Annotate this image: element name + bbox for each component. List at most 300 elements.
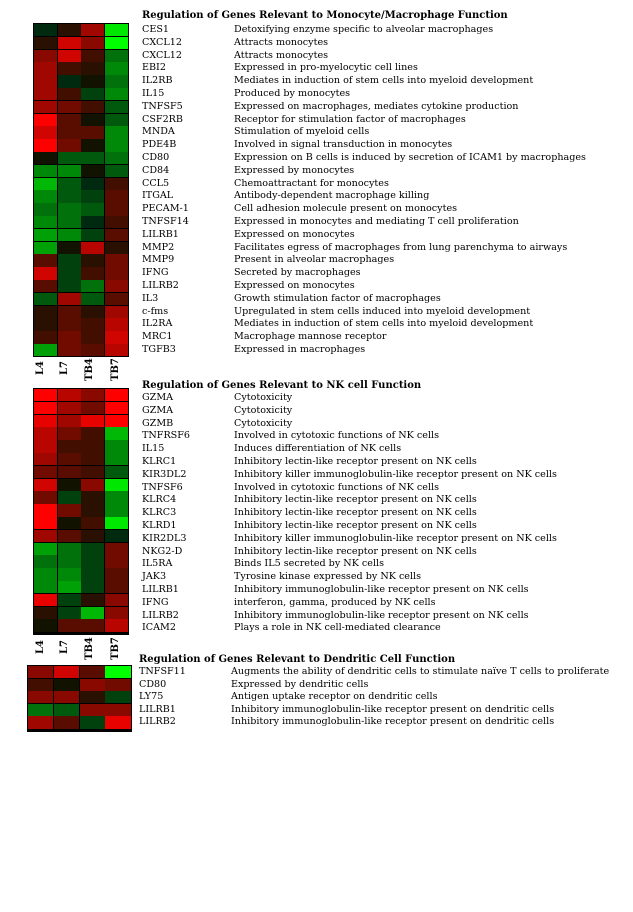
- heatmap-cell: [58, 242, 81, 254]
- heatmap-cell: [58, 190, 81, 202]
- heatmap-cell: [58, 178, 81, 190]
- section-title-dendritic: Regulation of Genes Relevant to Dendritic Cell Function: [139, 654, 456, 665]
- heatmap-cell: [54, 679, 79, 691]
- heatmap-cell: [34, 50, 57, 62]
- gene-function: Expressed by dendritic cells: [231, 678, 369, 690]
- heatmap-cell: [58, 318, 81, 330]
- heatmap-dendritic: [27, 665, 132, 732]
- heatmap-cell: [105, 280, 128, 292]
- gene-function: Mediates in induction of stem cells into myeloid development: [234, 318, 534, 330]
- heatmap-cell: [58, 280, 81, 292]
- gene-function: Inhibitory immunoglobulin-like receptor present on NK cells: [234, 584, 529, 595]
- heatmap-cell: [58, 344, 81, 356]
- heatmap-cell: [34, 165, 57, 177]
- heatmap-cell: [81, 331, 104, 343]
- heatmap-cell: [105, 178, 128, 190]
- gene-function: Involved in cytotoxic functions of NK cells: [234, 430, 440, 442]
- heatmap-cell: [105, 126, 128, 138]
- column-label-tb7-nk: TB7: [110, 637, 121, 660]
- heatmap-cell: [81, 165, 104, 177]
- heatmap-cell: [34, 267, 57, 279]
- heatmap-cell: [34, 242, 57, 254]
- heatmap-cell: [105, 530, 128, 542]
- heatmap-cell: [81, 581, 104, 593]
- heatmap-cell: [58, 293, 81, 305]
- heatmap-cell: [81, 50, 104, 62]
- heatmap-cell: [34, 331, 57, 343]
- heatmap-cell: [105, 440, 128, 452]
- heatmap-cell: [81, 466, 104, 478]
- column-label-l7: L7: [59, 361, 70, 375]
- heatmap-cell: [105, 331, 128, 343]
- gene-function: Inhibitory immunoglobulin-like receptor present on dendritic cells: [231, 703, 555, 715]
- heatmap-cell: [58, 440, 81, 452]
- heatmap-cell: [81, 203, 104, 215]
- heatmap-cell: [105, 491, 128, 503]
- gene-label: LILRB2: [139, 716, 176, 728]
- heatmap-cell: [105, 229, 128, 241]
- gene-label: IL2RB: [142, 75, 173, 87]
- heatmap-cell: [81, 62, 104, 74]
- gene-label: CXCL12: [142, 36, 182, 48]
- heatmap-cell: [105, 479, 128, 491]
- gene-label: CCL5: [142, 177, 170, 189]
- heatmap-cell: [28, 716, 53, 728]
- heatmap-cell: [81, 491, 104, 503]
- gene-function: Inhibitory lectin-like receptor present on NK cells: [234, 545, 477, 557]
- heatmap-cell: [58, 152, 81, 164]
- gene-label: TNFSF14: [142, 216, 189, 227]
- gene-function: Expressed by monocytes: [234, 164, 355, 176]
- gene-label: KLRC3: [142, 507, 177, 519]
- gene-label: CD80: [142, 152, 170, 163]
- gene-function: Expressed in monocytes and mediating T cell proliferation: [234, 216, 519, 227]
- heatmap-cell: [58, 594, 81, 606]
- heatmap-cell: [34, 229, 57, 241]
- heatmap-cell: [105, 543, 128, 555]
- heatmap-cell: [105, 101, 128, 113]
- gene-label: LILRB1: [142, 228, 179, 240]
- heatmap-cell: [81, 344, 104, 356]
- heatmap-cell: [58, 466, 81, 478]
- heatmap-cell: [34, 62, 57, 74]
- gene-label: IFNG: [142, 596, 169, 608]
- gene-function: Inhibitory lectin-like receptor present on NK cells: [234, 507, 477, 519]
- heatmap-cell: [58, 62, 81, 74]
- heatmap-cell: [58, 254, 81, 266]
- gene-function: Antibody-dependent macrophage killing: [234, 190, 430, 202]
- heatmap-cell: [81, 440, 104, 452]
- heatmap-cell: [54, 704, 79, 716]
- column-label-tb7: TB7: [110, 358, 121, 381]
- gene-function: Cytotoxicity: [234, 392, 293, 403]
- heatmap-cell: [34, 543, 57, 555]
- gene-label: CES1: [142, 24, 170, 35]
- heatmap-cell: [34, 607, 57, 619]
- heatmap-cell: [34, 427, 57, 439]
- gene-label: TNFSF6: [142, 481, 183, 493]
- heatmap-cell: [81, 280, 104, 292]
- heatmap-cell: [105, 50, 128, 62]
- gene-function: Cell adhesion molecule present on monocytes: [234, 203, 458, 215]
- heatmap-cell: [34, 203, 57, 215]
- gene-label: GZMB: [142, 417, 174, 429]
- gene-label: JAK3: [142, 571, 167, 583]
- gene-label: KIR2DL3: [142, 532, 187, 544]
- heatmap-cell: [105, 152, 128, 164]
- gene-label: GZMA: [142, 404, 174, 416]
- heatmap-cell: [58, 543, 81, 555]
- gene-function: Macrophage mannose receptor: [234, 331, 387, 343]
- gene-function: Detoxifying enzyme specific to alveolar macrophages: [234, 24, 494, 35]
- heatmap-cell: [34, 75, 57, 87]
- heatmap-cell: [105, 139, 128, 151]
- heatmap-cell: [105, 267, 128, 279]
- heatmap-cell: [34, 306, 57, 318]
- gene-function: Involved in signal transduction in monocytes: [234, 139, 453, 151]
- heatmap-cell: [34, 126, 57, 138]
- heatmap-cell: [58, 75, 81, 87]
- gene-label: TNFSF5: [142, 100, 183, 112]
- gene-function: Induces differentiation of NK cells: [234, 443, 402, 455]
- heatmap-cell: [105, 453, 128, 465]
- heatmap-cell: [58, 415, 81, 427]
- section-title-monocyte: Regulation of Genes Relevant to Monocyte/Macrophage Function: [142, 10, 508, 21]
- heatmap-cell: [34, 37, 57, 49]
- gene-function: Tyrosine kinase expressed by NK cells: [234, 571, 422, 583]
- gene-function: Expressed on macrophages, mediates cytokine production: [234, 100, 519, 112]
- heatmap-cell: [34, 389, 57, 401]
- heatmap-cell: [28, 666, 53, 678]
- heatmap-cell: [58, 37, 81, 49]
- heatmap-cell: [105, 165, 128, 177]
- heatmap-cell: [105, 389, 128, 401]
- heatmap-cell: [105, 318, 128, 330]
- heatmap-cell: [81, 543, 104, 555]
- heatmap-cell: [105, 402, 128, 414]
- heatmap-cell: [34, 216, 57, 228]
- heatmap-cell: [81, 101, 104, 113]
- gene-function: Chemoattractant for monocytes: [234, 177, 389, 189]
- heatmap-cell: [81, 254, 104, 266]
- heatmap-cell: [34, 440, 57, 452]
- heatmap-cell: [105, 716, 130, 728]
- gene-function: Secreted by macrophages: [234, 267, 361, 279]
- heatmap-cell: [81, 190, 104, 202]
- heatmap-cell: [105, 504, 128, 516]
- gene-label: MNDA: [142, 126, 175, 138]
- gene-label: ICAM2: [142, 622, 176, 634]
- gene-label: TGFB3: [142, 344, 176, 355]
- gene-function: Inhibitory immunoglobulin-like receptor present on dendritic cells: [231, 716, 555, 728]
- heatmap-cell: [105, 88, 128, 100]
- heatmap-cell: [58, 267, 81, 279]
- heatmap-cell: [54, 666, 79, 678]
- heatmap-cell: [81, 607, 104, 619]
- gene-function: Expression on B cells is induced by secretion of ICAM1 by macrophages: [234, 152, 586, 163]
- heatmap-cell: [34, 114, 57, 126]
- heatmap-cell: [58, 331, 81, 343]
- gene-function: Cytotoxicity: [234, 404, 293, 416]
- gene-label: LILRB2: [142, 609, 179, 621]
- gene-function: Inhibitory lectin-like receptor present on NK cells: [234, 494, 477, 506]
- heatmap-cell: [34, 24, 57, 36]
- heatmap-cell: [105, 704, 130, 716]
- heatmap-cell: [105, 607, 128, 619]
- heatmap-cell: [34, 479, 57, 491]
- gene-function: Antigen uptake receptor on dendritic cells: [231, 691, 438, 703]
- heatmap-cell: [81, 427, 104, 439]
- gene-label: LILRB1: [139, 703, 176, 715]
- gene-label: LY75: [139, 691, 164, 703]
- heatmap-cell: [58, 50, 81, 62]
- heatmap-cell: [105, 242, 128, 254]
- heatmap-cell: [28, 691, 53, 703]
- heatmap-cell: [81, 306, 104, 318]
- heatmap-cell: [80, 704, 105, 716]
- gene-function: Expressed on monocytes: [234, 228, 355, 240]
- heatmap-cell: [81, 530, 104, 542]
- gene-function: Growth stimulation factor of macrophages: [234, 292, 441, 304]
- heatmap-cell: [80, 679, 105, 691]
- gene-label: KLRC4: [142, 494, 177, 506]
- heatmap-cell: [58, 581, 81, 593]
- heatmap-cell: [105, 679, 130, 691]
- heatmap-cell: [58, 619, 81, 631]
- heatmap-cell: [81, 37, 104, 49]
- gene-label: CD84: [142, 164, 170, 176]
- gene-label: PDE4B: [142, 139, 177, 151]
- gene-function: Inhibitory lectin-like receptor present on NK cells: [234, 520, 477, 531]
- gene-label: CXCL12: [142, 49, 182, 61]
- heatmap-cell: [105, 555, 128, 567]
- heatmap-cell: [58, 114, 81, 126]
- gene-label: CD80: [139, 678, 167, 690]
- heatmap-cell: [34, 453, 57, 465]
- gene-function: Mediates in induction of stem cells into myeloid development: [234, 75, 534, 87]
- gene-function: Upregulated in stem cells induced into myeloid development: [234, 305, 531, 317]
- heatmap-cell: [81, 415, 104, 427]
- section-title-nk: Regulation of Genes Relevant to NK cell Function: [142, 380, 422, 391]
- heatmap-cell: [34, 415, 57, 427]
- column-label-tb4-nk: TB4: [84, 637, 95, 660]
- gene-function: Inhibitory lectin-like receptor present on NK cells: [234, 456, 477, 467]
- gene-function: Plays a role in NK cell-mediated clearance: [234, 622, 441, 634]
- heatmap-cell: [28, 704, 53, 716]
- heatmap-cell: [80, 666, 105, 678]
- heatmap-cell: [81, 479, 104, 491]
- heatmap-cell: [105, 594, 128, 606]
- heatmap-cell: [34, 178, 57, 190]
- heatmap-cell: [34, 568, 57, 580]
- heatmap-cell: [58, 139, 81, 151]
- gene-function: Expressed in pro-myelocytic cell lines: [234, 62, 418, 74]
- gene-label: PECAM-1: [142, 203, 189, 215]
- gene-function: Expressed on monocytes: [234, 280, 355, 291]
- gene-label: IL5RA: [142, 558, 173, 570]
- heatmap-nk: [33, 388, 129, 635]
- heatmap-cell: [58, 427, 81, 439]
- heatmap-cell: [58, 389, 81, 401]
- heatmap-cell: [58, 568, 81, 580]
- gene-label: CSF2RB: [142, 113, 183, 125]
- heatmap-cell: [105, 190, 128, 202]
- heatmap-cell: [34, 466, 57, 478]
- heatmap-cell: [81, 126, 104, 138]
- heatmap-cell: [34, 491, 57, 503]
- heatmap-cell: [34, 254, 57, 266]
- heatmap-cell: [34, 619, 57, 631]
- gene-label: TNFRSF6: [142, 430, 191, 442]
- heatmap-cell: [58, 203, 81, 215]
- gene-label: EBI2: [142, 62, 166, 74]
- heatmap-cell: [58, 530, 81, 542]
- heatmap-cell: [54, 691, 79, 703]
- column-label-l4-nk: L4: [35, 640, 46, 654]
- heatmap-cell: [58, 491, 81, 503]
- heatmap-cell: [81, 114, 104, 126]
- heatmap-cell: [34, 594, 57, 606]
- heatmap-cell: [81, 453, 104, 465]
- heatmap-cell: [105, 37, 128, 49]
- heatmap-cell: [105, 691, 130, 703]
- heatmap-cell: [58, 607, 81, 619]
- gene-label: KLRC1: [142, 456, 177, 467]
- gene-function: Inhibitory immunoglobulin-like receptor present on NK cells: [234, 609, 529, 621]
- heatmap-cell: [81, 178, 104, 190]
- heatmap-monocyte: [33, 23, 129, 357]
- gene-label: IL15: [142, 443, 165, 455]
- heatmap-cell: [105, 415, 128, 427]
- heatmap-cell: [81, 88, 104, 100]
- heatmap-cell: [105, 581, 128, 593]
- heatmap-cell: [34, 280, 57, 292]
- heatmap-cell: [58, 216, 81, 228]
- gene-function: Inhibitory killer immunoglobulin-like receptor present on NK cells: [234, 532, 557, 544]
- gene-label: LILRB1: [142, 584, 179, 595]
- heatmap-cell: [34, 88, 57, 100]
- heatmap-cell: [58, 24, 81, 36]
- heatmap-cell: [34, 344, 57, 356]
- gene-label: MMP9: [142, 254, 175, 266]
- heatmap-cell: [81, 216, 104, 228]
- gene-label: IL15: [142, 88, 165, 99]
- heatmap-cell: [81, 75, 104, 87]
- heatmap-cell: [81, 504, 104, 516]
- heatmap-cell: [105, 75, 128, 87]
- heatmap-cell: [34, 504, 57, 516]
- heatmap-cell: [105, 568, 128, 580]
- heatmap-cell: [105, 216, 128, 228]
- heatmap-cell: [105, 114, 128, 126]
- heatmap-cell: [34, 101, 57, 113]
- heatmap-cell: [105, 254, 128, 266]
- gene-function: interferon, gamma, produced by NK cells: [234, 596, 436, 608]
- heatmap-cell: [34, 581, 57, 593]
- heatmap-cell: [58, 517, 81, 529]
- gene-label: NKG2-D: [142, 545, 183, 557]
- heatmap-cell: [58, 229, 81, 241]
- column-label-tb4: TB4: [84, 358, 95, 381]
- heatmap-cell: [58, 88, 81, 100]
- heatmap-cell: [34, 190, 57, 202]
- gene-function: Produced by monocytes: [234, 88, 351, 99]
- gene-function: Binds IL5 secreted by NK cells: [234, 558, 385, 570]
- gene-function: Stimulation of myeloid cells: [234, 126, 370, 138]
- heatmap-cell: [34, 555, 57, 567]
- gene-label: IFNG: [142, 267, 169, 279]
- heatmap-cell: [58, 555, 81, 567]
- gene-label: MMP2: [142, 241, 175, 253]
- column-label-l4: L4: [35, 361, 46, 375]
- heatmap-cell: [34, 530, 57, 542]
- heatmap-cell: [81, 555, 104, 567]
- gene-label: KIR3DL2: [142, 468, 187, 480]
- heatmap-cell: [105, 427, 128, 439]
- heatmap-cell: [80, 716, 105, 728]
- heatmap-cell: [105, 203, 128, 215]
- heatmap-cell: [81, 24, 104, 36]
- heatmap-cell: [81, 402, 104, 414]
- gene-label: ITGAL: [142, 190, 174, 202]
- gene-function: Facilitates egress of macrophages from lung parenchyma to airways: [234, 241, 568, 253]
- heatmap-cell: [80, 691, 105, 703]
- heatmap-cell: [58, 402, 81, 414]
- gene-label: IL2RA: [142, 318, 173, 330]
- heatmap-cell: [81, 229, 104, 241]
- heatmap-cell: [58, 126, 81, 138]
- heatmap-cell: [34, 152, 57, 164]
- heatmap-cell: [105, 666, 130, 678]
- heatmap-cell: [105, 62, 128, 74]
- heatmap-cell: [105, 517, 128, 529]
- heatmap-cell: [58, 479, 81, 491]
- heatmap-cell: [58, 453, 81, 465]
- column-label-l7-nk: L7: [59, 640, 70, 654]
- heatmap-cell: [81, 389, 104, 401]
- heatmap-cell: [34, 293, 57, 305]
- heatmap-cell: [34, 517, 57, 529]
- heatmap-cell: [28, 679, 53, 691]
- gene-function: Inhibitory killer immunoglobulin-like receptor present on NK cells: [234, 468, 557, 480]
- heatmap-cell: [58, 306, 81, 318]
- gene-label: MRC1: [142, 331, 173, 343]
- heatmap-cell: [54, 716, 79, 728]
- heatmap-cell: [34, 318, 57, 330]
- gene-function: Attracts monocytes: [234, 36, 329, 48]
- gene-label: c-fms: [142, 305, 169, 317]
- heatmap-cell: [34, 402, 57, 414]
- heatmap-cell: [105, 466, 128, 478]
- heatmap-cell: [105, 293, 128, 305]
- heatmap-cell: [81, 619, 104, 631]
- gene-function: Cytotoxicity: [234, 417, 293, 429]
- heatmap-cell: [105, 24, 128, 36]
- heatmap-cell: [81, 152, 104, 164]
- heatmap-cell: [58, 101, 81, 113]
- heatmap-cell: [81, 318, 104, 330]
- heatmap-cell: [105, 306, 128, 318]
- gene-function: Present in alveolar macrophages: [234, 254, 395, 266]
- heatmap-cell: [105, 344, 128, 356]
- gene-label: GZMA: [142, 392, 174, 403]
- heatmap-cell: [58, 504, 81, 516]
- gene-label: TNFSF11: [139, 666, 186, 677]
- gene-function: Involved in cytotoxic functions of NK cells: [234, 481, 440, 493]
- gene-function: Expressed in macrophages: [234, 344, 366, 355]
- gene-function: Attracts monocytes: [234, 49, 329, 61]
- heatmap-cell: [81, 242, 104, 254]
